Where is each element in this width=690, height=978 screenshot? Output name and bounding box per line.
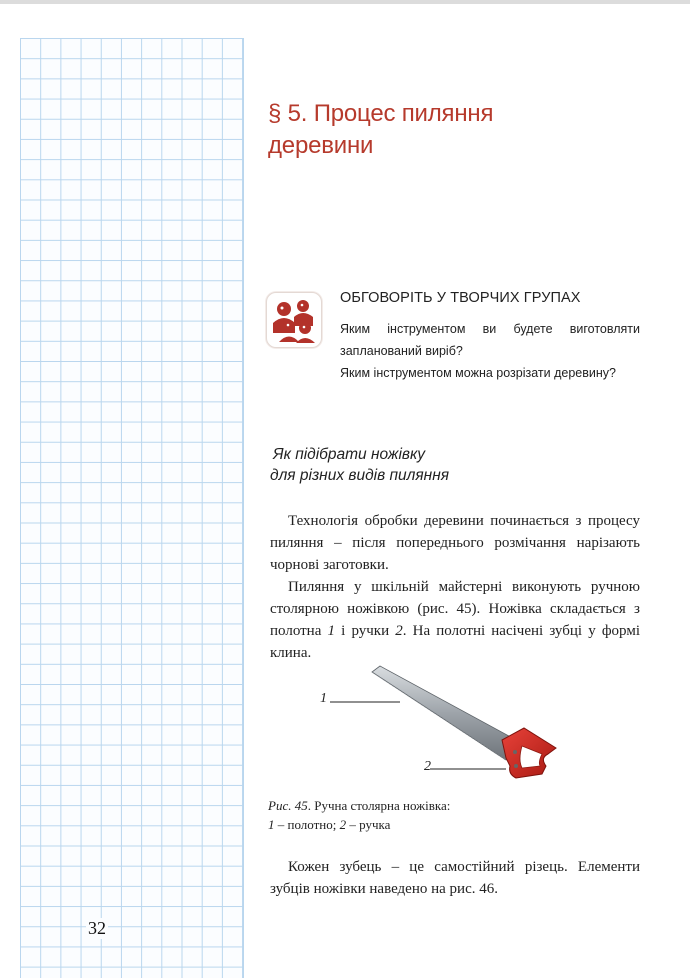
saw-blade [372,666,520,760]
caption-num-2: 2 [339,817,347,832]
figure-caption [268,796,568,834]
paragraph-3: Кожен зубець – це самостійний різець. Елементи зубців ножівки наведено на рис. 46. [270,859,640,897]
page-number: 32 [88,918,106,938]
paragraph-1: Технологія обробки деревини починається з процесу пиляння – після попереднього розмічання нарізають чорнові заготовки. [270,513,640,573]
saw-figure [310,662,570,789]
paragraph-2-text-b: і ручки [335,623,396,639]
caption-ref: Рис. 45 [268,798,308,813]
section-title-line1: § 5. Процес пиляння [268,100,494,127]
paragraph-2-ref-2: 2 [395,623,403,639]
discussion-group-icon [266,292,322,348]
discussion-question-2: Яким інструментом можна розрізати деревину? [340,366,616,380]
caption-title: . Ручна столярна ножівка: [307,798,451,813]
discussion-question-1: Яким інструментом ви будете виготовляти запланований виріб? [340,322,640,358]
section-title-line2: деревини [268,132,374,159]
subsection-heading [270,444,570,486]
section-title [268,98,668,162]
caption-num-1: 1 [268,817,275,832]
graph-paper-margin [20,38,244,978]
subsection-heading-line1: Як підібрати ножівку [273,446,426,463]
paragraph-2-text-a: Пиляння у шкільній майстерні виконують ручною столярною ножівкою (рис. 45). Ножівка складається з полотна [270,579,640,639]
caption-part-1: – полотно; [274,817,340,832]
paragraph-2-ref-1: 1 [327,623,335,639]
discussion-heading: ОБГОВОРІТЬ У ТВОРЧИХ ГРУПАХ [340,290,581,306]
figure-label-1: 1 [320,691,327,706]
caption-part-2: – ручка [346,817,391,832]
subsection-heading-line2: для різних видів пиляння [270,467,449,484]
figure-label-2: 2 [424,759,431,774]
paragraph-2-text-c: . На полотні насічені зубці у формі клина. [270,623,640,661]
page-top-border [0,0,690,4]
paragraph-2 [270,576,640,664]
